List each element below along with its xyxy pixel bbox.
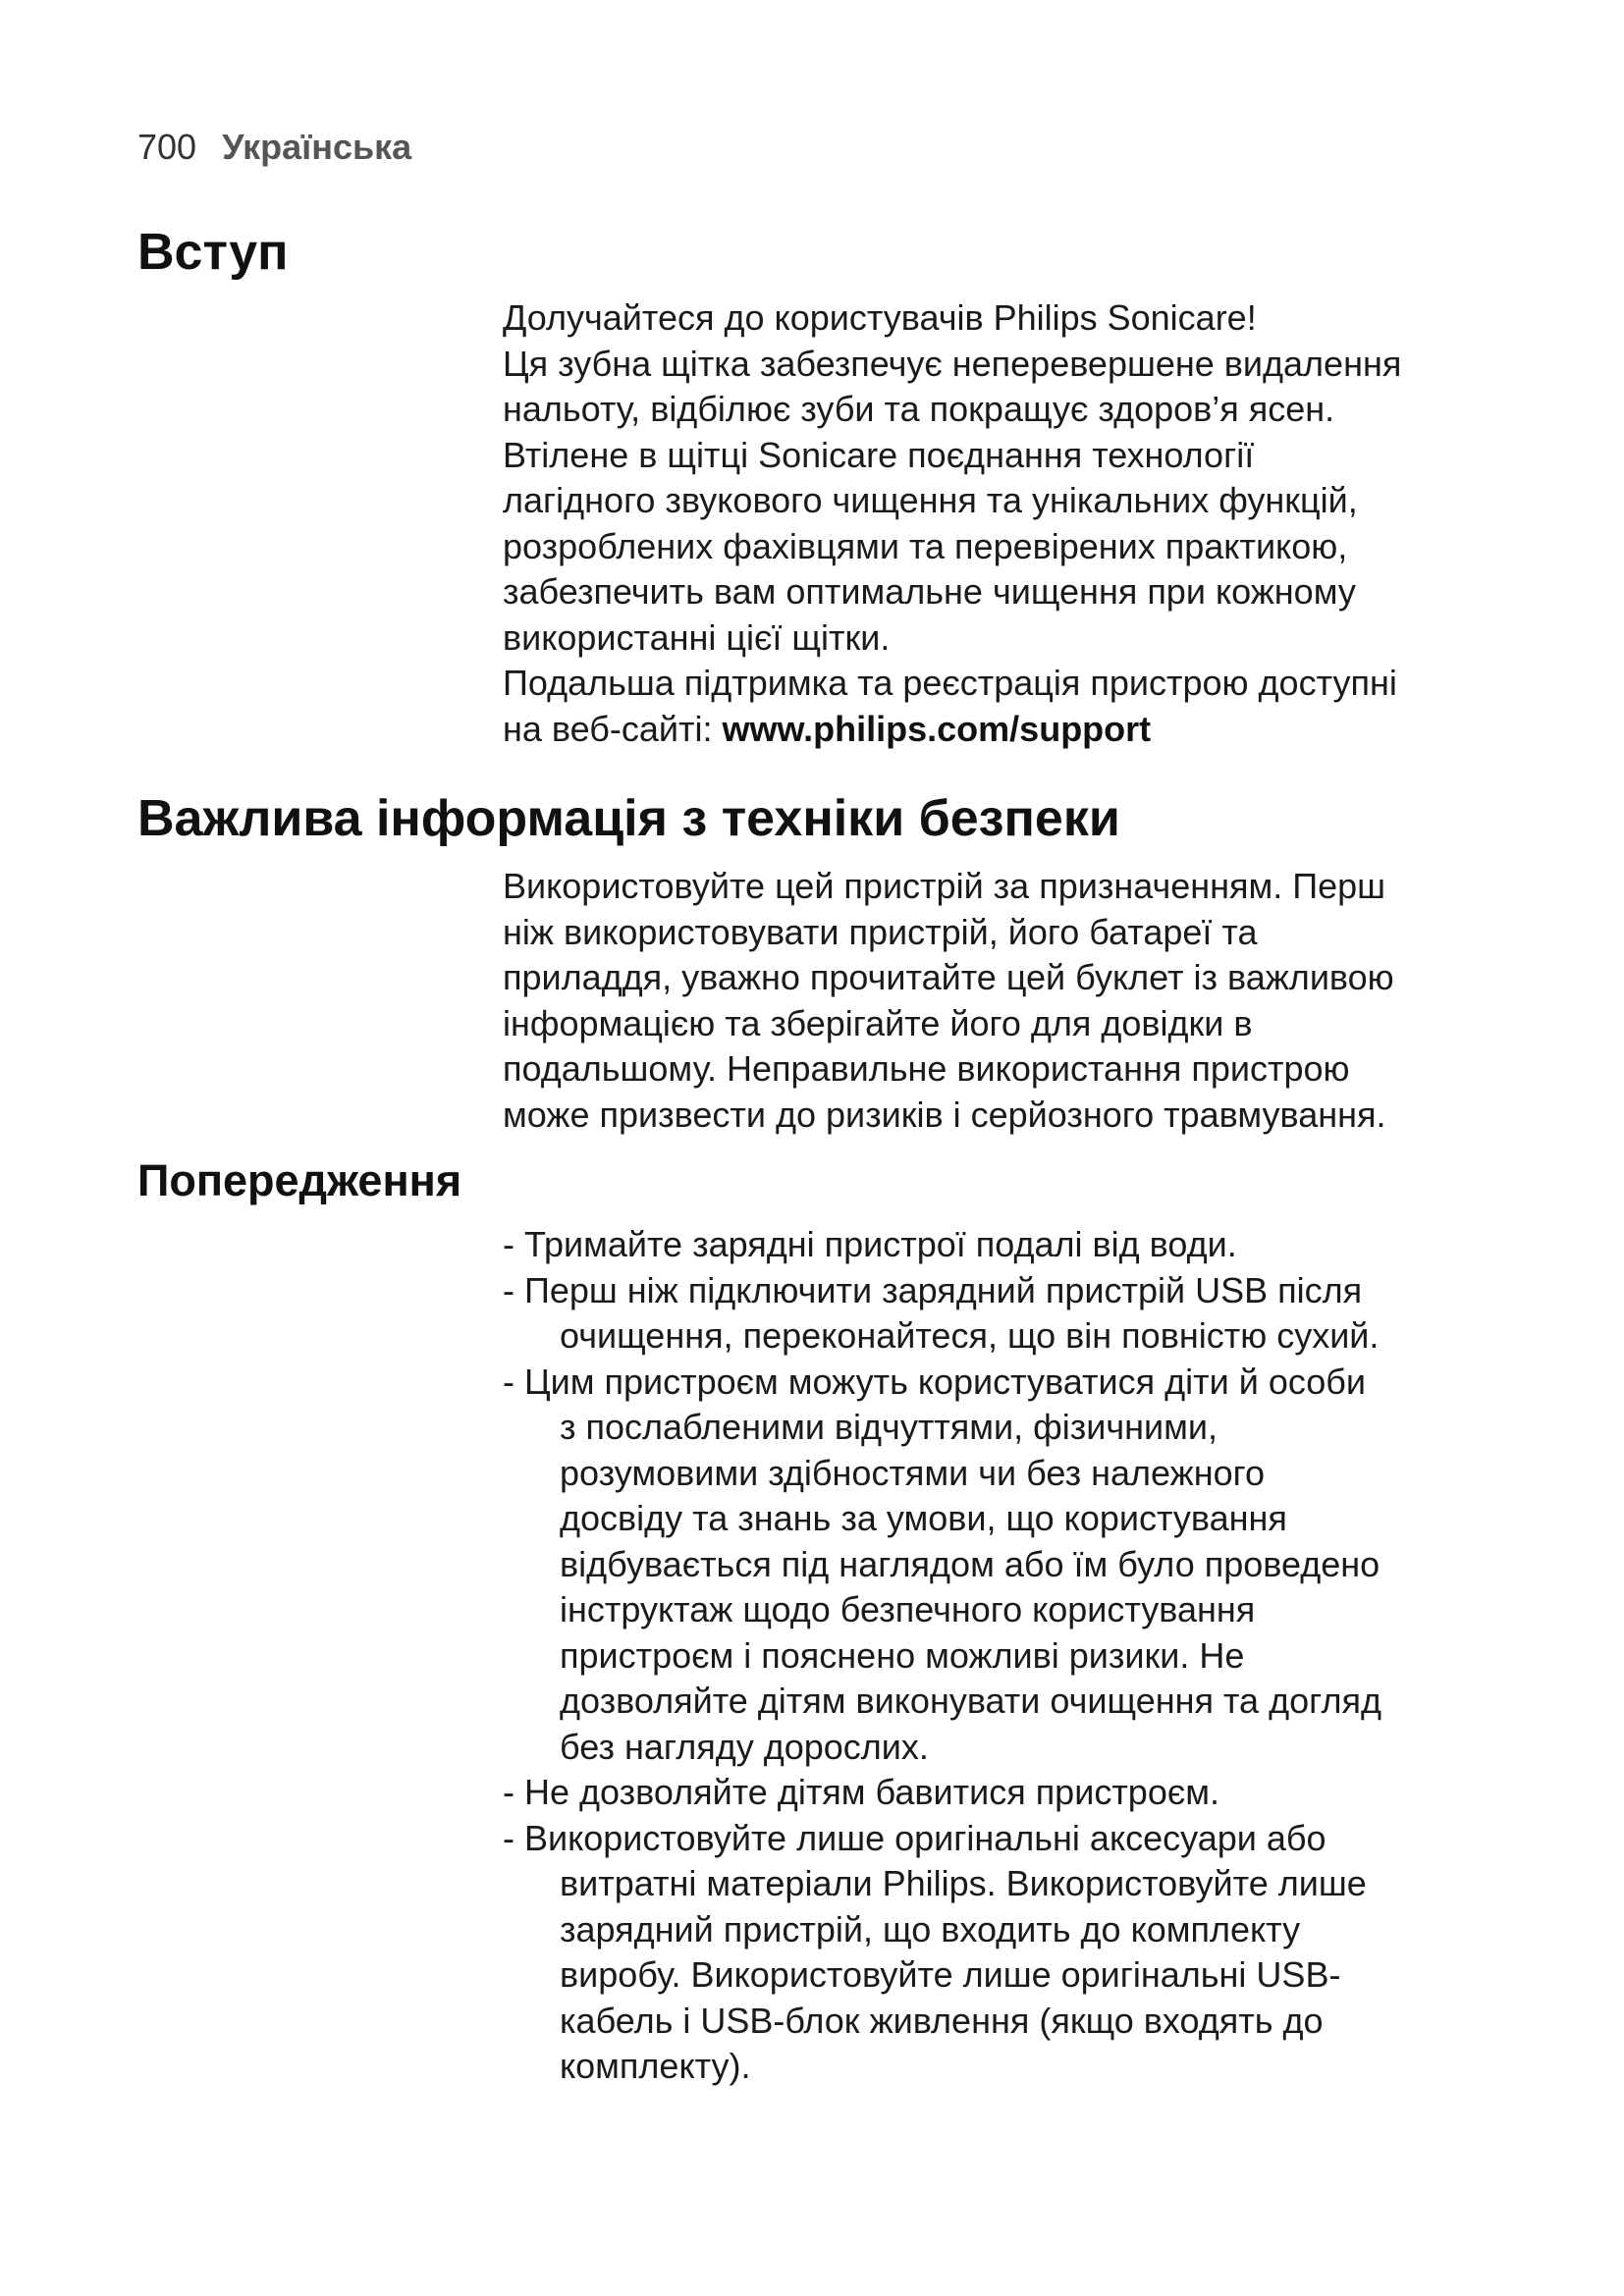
warning-line: кабель і USB-блок живлення (якщо входять до	[560, 2000, 1324, 2041]
intro-line: лагідного звукового чищення та унікальних функцій,	[503, 480, 1358, 520]
warning-line: дозволяйте дітям виконувати очищення та догляд	[560, 1681, 1381, 1721]
intro-line: забезпечить вам оптимальне чищення при кожному	[503, 571, 1356, 612]
intro-line: Втілене в щітці Sonicare поєднання технології	[503, 434, 1255, 475]
safety-line: може призвести до ризиків і серйозного травмування.	[503, 1094, 1386, 1135]
warning-line: з послабленими відчуттями, фізичними,	[560, 1407, 1218, 1447]
safety-paragraph	[503, 864, 1504, 1138]
page-number: 700	[137, 127, 197, 167]
intro-line: нальоту, відбілює зуби та покращує здоров’я ясен.	[503, 389, 1335, 429]
warning-item	[503, 1268, 1504, 1360]
warning-list	[503, 1222, 1504, 2090]
warning-item	[503, 1770, 1504, 1816]
warning-line: зарядний пристрій, що входить до комплекту	[560, 1908, 1301, 1949]
support-line	[503, 707, 1504, 753]
warning-line: - Тримайте зарядні пристрої подалі від води.	[503, 1224, 1237, 1264]
warning-line: розумовими здібностями чи без належного	[560, 1452, 1265, 1493]
warning-line: виробу. Використовуйте лише оригінальні USB-	[560, 1954, 1341, 1995]
intro-line: розроблених фахівцями та перевірених практикою,	[503, 525, 1348, 566]
warning-line: - Використовуйте лише оригінальні аксесуари або	[503, 1817, 1326, 1858]
running-header	[137, 126, 411, 169]
warning-item	[503, 1222, 1504, 1268]
warning-line: інструктаж щодо безпечного користування	[560, 1589, 1256, 1629]
warning-line: очищення, переконайтеся, що він повністю сухий.	[560, 1315, 1380, 1356]
intro-line: Долучайтеся до користувачів Philips Sonicare!	[503, 297, 1257, 338]
warning-line: комплекту).	[560, 2046, 751, 2086]
intro-paragraph	[503, 295, 1504, 752]
warning-item	[503, 1360, 1504, 1771]
warning-item	[503, 1816, 1504, 2090]
safety-heading: Важлива інформація з техніки безпеки	[137, 790, 1120, 847]
warning-line: - Не дозволяйте дітям бавитися пристроєм.	[503, 1772, 1219, 1812]
support-prefix: на веб-сайті:	[503, 708, 723, 749]
header-language: Українська	[222, 127, 412, 167]
warning-line: - Цим пристроєм можуть користуватися діти й особи	[503, 1361, 1366, 1402]
warning-line: відбувається під наглядом або їм було проведено	[560, 1543, 1380, 1584]
warning-line: досвіду та знань за умови, що користування	[560, 1498, 1287, 1538]
warning-line: - Перш ніж підключити зарядний пристрій USB після	[503, 1269, 1363, 1310]
warning-line: витратні матеріали Philips. Використовуйте лише	[560, 1863, 1367, 1903]
warning-line: пристроєм і пояснено можливі ризики. Не	[560, 1634, 1245, 1676]
safety-line: подальшому. Неправильне використання пристрою	[503, 1048, 1350, 1089]
safety-line: приладдя, уважно прочитайте цей буклет із важливою	[503, 957, 1394, 997]
intro-line: використанні цієї щітки.	[503, 616, 891, 658]
safety-line: Використовуйте цей пристрій за призначенням. Перш	[503, 866, 1386, 906]
intro-heading: Вступ	[137, 224, 289, 281]
warning-line: без нагляду дорослих.	[560, 1726, 929, 1767]
safety-line: ніж використовувати пристрій, його батареї та	[503, 911, 1258, 952]
safety-line: інформацією та зберігайте його для довідки в	[503, 1002, 1253, 1043]
intro-line: Подальша підтримка та реєстрація пристрою доступні	[503, 663, 1397, 703]
intro-line: Ця зубна щітка забезпечує неперевершене видалення	[503, 343, 1402, 384]
support-url-link[interactable]: www.philips.com/support	[722, 708, 1152, 749]
warning-heading: Попередження	[137, 1155, 462, 1205]
